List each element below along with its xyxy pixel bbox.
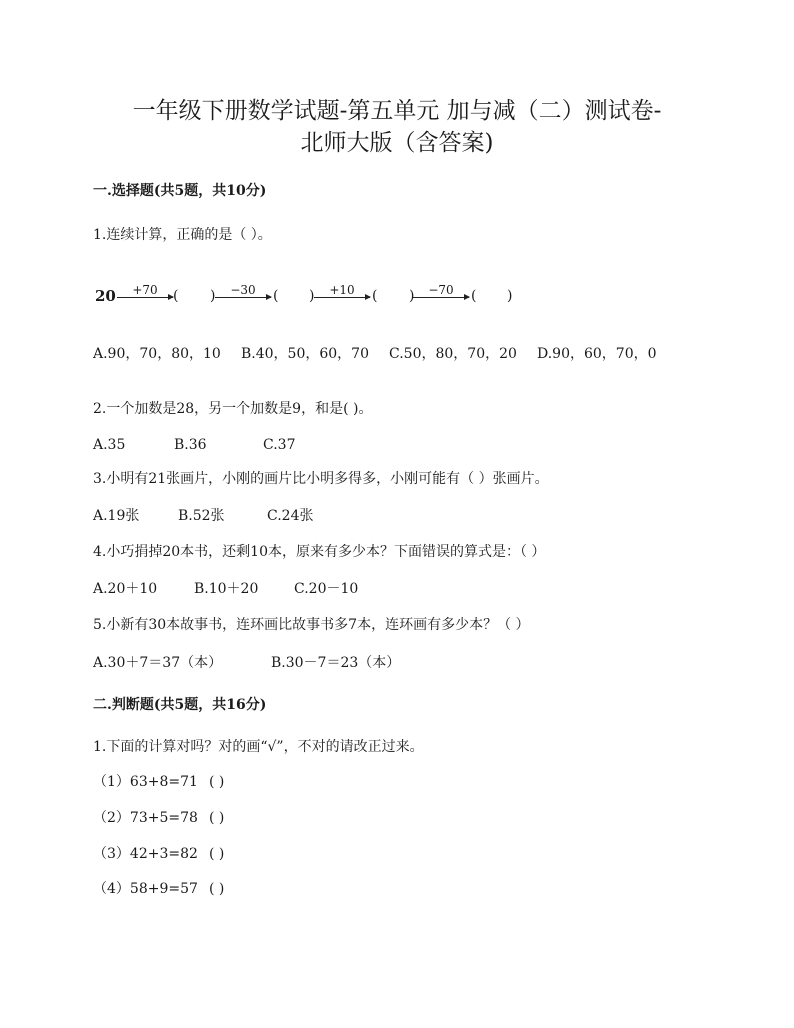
arrow-icon: [413, 297, 469, 298]
chain-blank-close: ): [409, 288, 415, 304]
judge-item-expression: （4）58+9=57: [93, 881, 198, 897]
chain-blank-close: ): [210, 288, 216, 304]
option-a: A.35: [93, 437, 126, 453]
document-title-line1: 一年级下册数学试题-第五单元 加与减（二）测试卷-: [132, 98, 662, 124]
option-c: C.24张: [267, 508, 314, 524]
option-a: A.30＋7＝37（本）: [93, 655, 223, 671]
option-a: A.20＋10: [93, 581, 158, 597]
arrow-icon: [215, 297, 271, 298]
chain-blank-open: (: [173, 288, 179, 304]
judge-item-expression: （3）42+3=82: [93, 846, 198, 862]
section2-heading: 二.判断题(共5题，共16分): [93, 697, 267, 713]
chain-op-3: +10: [329, 283, 355, 297]
option-b: B.52张: [178, 508, 225, 524]
answer-blank: ( ): [209, 774, 225, 790]
chain-blank-open: (: [273, 288, 279, 304]
chain-blank-open: (: [372, 288, 378, 304]
document-title-line2: 北师大版（含答案): [300, 130, 494, 156]
chain-op-2: −30: [230, 283, 256, 297]
question-2-text: 2.一个加数是28，另一个加数是9，和是( )。: [93, 401, 373, 417]
question-5-text: 5.小新有30本故事书，连环画比故事书多7本，连环画有多少本？（ ）: [93, 617, 530, 633]
judge-item: [93, 772, 224, 792]
answer-blank: ( ): [209, 881, 225, 897]
question-2-options: [93, 435, 295, 455]
answer-blank: ( ): [209, 846, 225, 862]
arrow-icon: [314, 297, 370, 298]
chain-start-number: 20: [95, 287, 116, 305]
chain-blank-close: ): [309, 288, 315, 304]
calculation-chain: [93, 283, 613, 313]
judge-question-1-text: 1.下面的计算对吗？对的画“√”，不对的请改正过来。: [93, 739, 424, 755]
option-a: A.19张: [93, 508, 140, 524]
chain-blank-open: (: [471, 288, 477, 304]
option-c: C.20－10: [294, 581, 359, 597]
judge-item: [93, 808, 224, 828]
question-3-options: [93, 506, 313, 526]
option-c: C.37: [263, 437, 296, 453]
question-1-options: [93, 344, 657, 364]
judge-item: [93, 879, 224, 899]
question-5-options: [93, 653, 400, 673]
answer-blank: ( ): [209, 810, 225, 826]
option-b: B.10＋20: [194, 581, 259, 597]
question-3-text: 3.小明有21张画片，小刚的画片比小明多得多，小刚可能有（ ）张画片。: [93, 471, 549, 487]
chain-op-4: −70: [428, 283, 454, 297]
option-b: B.30－7＝23（本）: [271, 655, 401, 671]
question-4-options: [93, 579, 358, 599]
judge-item-expression: （1）63+8=71: [93, 774, 198, 790]
chain-blank-close: ): [507, 288, 513, 304]
arrow-icon: [117, 297, 173, 298]
question-4-text: 4.小巧捐掉20本书，还剩10本，原来有多少本？下面错误的算式是：（ ）: [93, 544, 546, 560]
judge-item: [93, 844, 224, 864]
question-1-text: 1.连续计算，正确的是（ ）。: [93, 227, 272, 243]
option-b: B.40，50，60，70: [241, 346, 369, 362]
option-d: D.90，60，70，0: [537, 346, 657, 362]
chain-op-1: +70: [132, 283, 158, 297]
option-c: C.50，80，70，20: [389, 346, 517, 362]
section1-heading: 一.选择题(共5题，共10分): [93, 183, 267, 199]
option-a: A.90，70，80，10: [93, 346, 221, 362]
option-b: B.36: [174, 437, 207, 453]
judge-item-expression: （2）73+5=78: [93, 810, 198, 826]
